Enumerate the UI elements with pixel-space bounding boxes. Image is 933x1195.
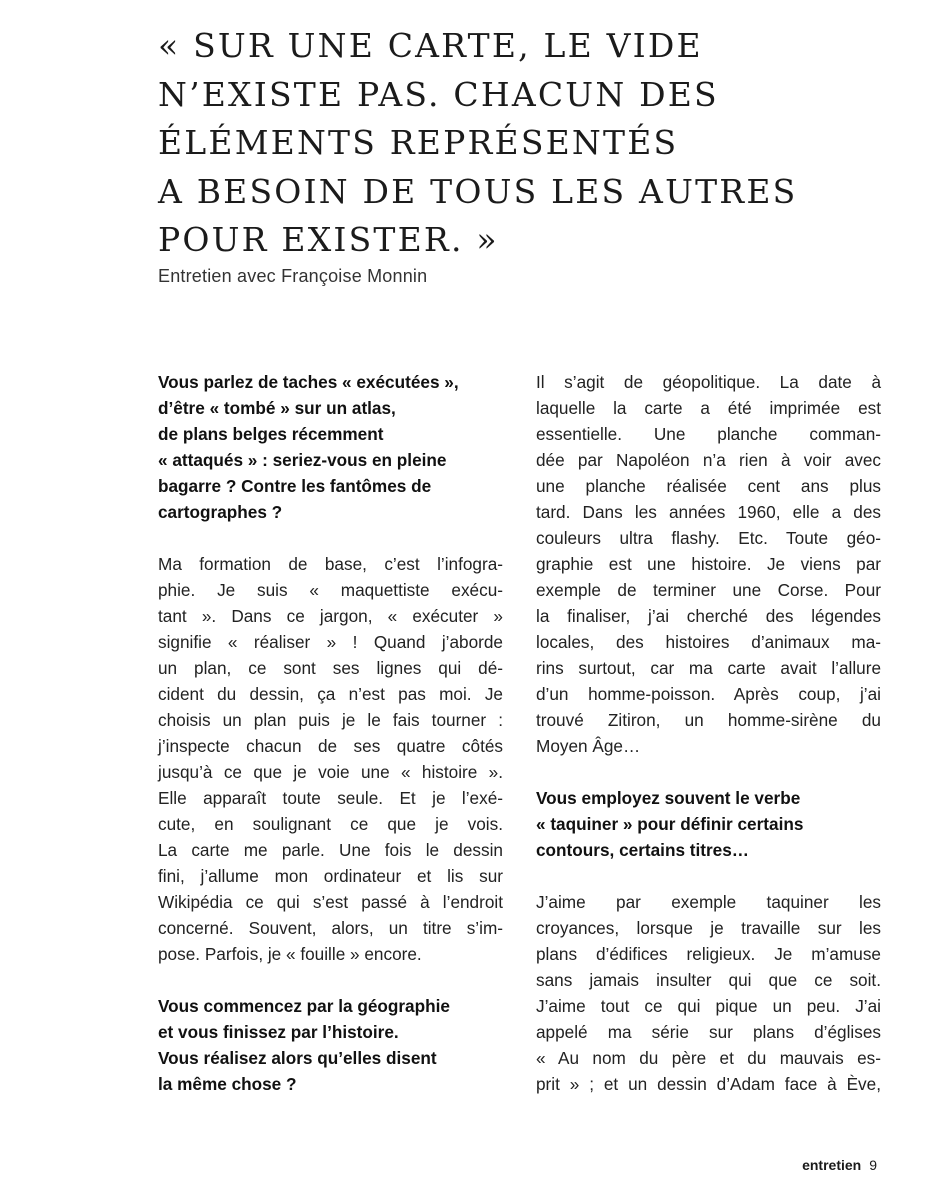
- text-line: laquelle la carte a été imprimée est: [536, 398, 881, 418]
- text-line: rins surtout, car ma carte avait l’allure: [536, 658, 881, 678]
- text-line: La carte me parle. Une fois le dessin: [158, 840, 503, 860]
- page-footer: [802, 1155, 877, 1175]
- text-line: dée par Napoléon n’a rien à voir avec: [536, 450, 881, 470]
- text-line: tant ». Dans ce jargon, « exécuter »: [158, 606, 503, 626]
- text-line: un plan, ce sont ses lignes qui dé-: [158, 658, 503, 678]
- text-line: concerné. Souvent, alors, un titre s’im-: [158, 918, 503, 938]
- text-line: Wikipédia ce qui s’est passé à l’endroit: [158, 892, 503, 912]
- answer-2: [536, 369, 881, 759]
- text-line: tard. Dans les années 1960, elle a des: [536, 502, 881, 522]
- question-3: [536, 785, 881, 863]
- text-line: sans jamais insulter qui que ce soit.: [536, 970, 881, 990]
- page-number: 9: [869, 1157, 877, 1173]
- question-1: [158, 369, 503, 525]
- text-line: choisis un plan puis je le fais tourner :: [158, 710, 503, 730]
- question-2: [158, 993, 503, 1097]
- text-line: fini, j’allume mon ordinateur et lis sur: [158, 866, 503, 886]
- text-line: couleurs ultra flashy. Etc. Toute géo-: [536, 528, 881, 548]
- text-line: Elle apparaît toute seule. Et je l’exé-: [158, 788, 503, 808]
- text-line: cident du dessin, ça n’est pas moi. Je: [158, 684, 503, 704]
- text-line: prit » ; et un dessin d’Adam face à Ève,: [536, 1074, 881, 1094]
- text-line: J’aime par exemple taquiner les: [536, 892, 881, 912]
- text-line: et vous finissez par l’histoire.: [158, 1022, 399, 1042]
- text-line: Vous employez souvent le verbe: [536, 788, 801, 808]
- paragraph-gap: [158, 967, 503, 993]
- text-line: cartographes ?: [158, 502, 283, 522]
- text-line: croyances, lorsque je travaille sur les: [536, 918, 881, 938]
- text-line: d’un homme-poisson. Après coup, j’ai: [536, 684, 881, 704]
- text-line: la finaliser, j’ai cherché des légendes: [536, 606, 881, 626]
- text-line: bagarre ? Contre les fantômes de: [158, 476, 432, 496]
- paragraph-gap: [536, 759, 881, 785]
- paragraph-gap: [158, 525, 503, 551]
- text-line: trouvé Zitiron, un homme-sirène du: [536, 710, 881, 730]
- text-line: signifie « réaliser » ! Quand j’aborde: [158, 632, 503, 652]
- subtitle-byline: Entretien avec Françoise Monnin: [158, 266, 428, 286]
- text-line: j’inspecte chacun de ses quatre côtés: [158, 736, 503, 756]
- answer-1: [158, 551, 503, 967]
- headline-line: « SUR UNE CARTE, LE VIDE: [158, 26, 703, 65]
- text-line: appelé ma série sur plans d’églises: [536, 1022, 881, 1042]
- text-line: graphie est une histoire. Je viens par: [536, 554, 881, 574]
- text-line: de plans belges récemment: [158, 424, 384, 444]
- text-line: plans d’édifices religieux. Je m’amuse: [536, 944, 881, 964]
- text-line: exemple de terminer une Corse. Pour: [536, 580, 881, 600]
- text-line: la même chose ?: [158, 1074, 297, 1094]
- headline-line: A BESOIN DE TOUS LES AUTRES: [158, 171, 798, 211]
- text-line: « attaqués » : seriez-vous en pleine: [158, 450, 447, 470]
- text-line: jusqu’à ce que je voie une « histoire ».: [158, 762, 503, 782]
- paragraph-gap: [536, 863, 881, 889]
- text-line: contours, certains titres…: [536, 840, 749, 860]
- text-line: Moyen Âge…: [536, 736, 641, 756]
- text-line: une planche réalisée cent ans plus: [536, 476, 881, 496]
- text-line: cute, en soulignant ce que je vois.: [158, 814, 503, 834]
- text-line: « Au nom du père et du mauvais es-: [536, 1048, 881, 1068]
- text-line: Il s’agit de géopolitique. La date à: [536, 372, 881, 392]
- text-line: « taquiner » pour définir certains: [536, 814, 804, 834]
- headline-line: N’EXISTE PAS. CHACUN DES: [158, 74, 719, 114]
- text-line: essentielle. Une planche comman-: [536, 424, 881, 444]
- left-column: [158, 369, 503, 1097]
- section-label: entretien: [802, 1157, 862, 1173]
- headline-line: POUR EXISTER. »: [158, 220, 499, 259]
- headline-quote: [158, 22, 878, 265]
- headline-line: ÉLÉMENTS REPRÉSENTÉS: [158, 123, 679, 162]
- answer-3: [536, 889, 881, 1097]
- text-line: Vous réalisez alors qu’elles disent: [158, 1048, 437, 1068]
- text-line: Vous commencez par la géographie: [158, 996, 450, 1016]
- text-line: Ma formation de base, c’est l’infogra-: [158, 554, 503, 574]
- right-column: [536, 369, 881, 1097]
- text-line: phie. Je suis « maquettiste exécu-: [158, 580, 503, 600]
- text-line: d’être « tombé » sur un atlas,: [158, 398, 396, 418]
- text-line: J’aime tout ce qui pique un peu. J’ai: [536, 996, 881, 1016]
- text-line: Vous parlez de taches « exécutées »,: [158, 372, 459, 392]
- text-line: pose. Parfois, je « fouille » encore.: [158, 944, 422, 964]
- text-line: locales, des histoires d’animaux ma-: [536, 632, 881, 652]
